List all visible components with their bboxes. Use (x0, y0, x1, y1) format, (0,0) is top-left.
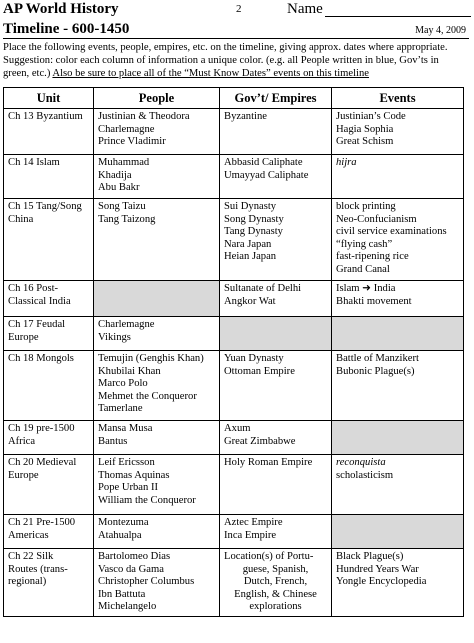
people-cell (94, 351, 220, 421)
instructions-line-1: Place the following events, people, empires, etc. on the timeline, giving approx. dates where appropriate. (3, 42, 448, 53)
events-cell (332, 109, 464, 155)
unit-cell (4, 455, 94, 515)
people-entry: Vasco da Gama (98, 563, 164, 575)
people-entry: Ibn Battuta (98, 588, 146, 600)
event-entry: reconquista (336, 457, 386, 468)
people-entry: Michelangelo (98, 601, 157, 613)
people-entry: Tamerlane (98, 403, 143, 415)
event-entry: Bhakti movement (336, 295, 412, 307)
govt-entry: Sultanate of Delhi (224, 283, 302, 294)
unit-cell (4, 351, 94, 421)
table-row (4, 109, 464, 155)
event-entry: Neo-Confucianism (336, 213, 417, 225)
table-row (4, 281, 464, 317)
event-entry: Hundred Years War (336, 563, 419, 575)
table-row (4, 515, 464, 549)
govts-cell (220, 155, 332, 199)
govt-entry: Nara Japan (224, 238, 272, 250)
event-entry: Black Plague(s) (336, 551, 404, 562)
table-row (4, 549, 464, 617)
event-entry: Great Schism (336, 136, 394, 148)
unit-cell (4, 199, 94, 281)
course-title: AP World History (3, 1, 119, 17)
table-row (4, 421, 464, 455)
unit-cell (4, 155, 94, 199)
event-entry: block printing (336, 201, 396, 212)
people-cell (94, 421, 220, 455)
unit-cell (4, 549, 94, 617)
people-entry: Charlemagne (98, 123, 155, 135)
people-cell (94, 109, 220, 155)
events-cell (332, 549, 464, 617)
unit-text: Ch 22 Silk (8, 551, 54, 562)
events-cell (332, 155, 464, 199)
event-entry: hijra (336, 157, 357, 168)
people-entry: Mansa Musa (98, 423, 153, 434)
govt-entry: Axum (224, 423, 251, 434)
people-entry: Charlemagne (98, 319, 155, 330)
govt-entry: Tang Dynasty (224, 226, 283, 238)
events-cell-shaded (332, 421, 464, 455)
govt-entry: Holy Roman Empire (224, 457, 313, 468)
people-entry: Khubilai Khan (98, 365, 161, 377)
event-entry: Islam ➜ India (336, 283, 396, 294)
event-entry: Hagia Sophia (336, 123, 394, 135)
people-entry: Christopher Columbus (98, 576, 195, 588)
column-header-unit: Unit (4, 88, 94, 109)
unit-text: Europe (8, 331, 39, 343)
govt-entry: Byzantine (224, 111, 267, 122)
govt-entry: Great Zimbabwe (224, 435, 296, 447)
people-entry: Prince Vladimir (98, 136, 166, 148)
people-entry: Muhammad (98, 157, 150, 168)
page-number: 2 (236, 3, 242, 15)
events-cell-shaded (332, 317, 464, 351)
people-entry: Vikings (98, 331, 131, 343)
govt-entry: Aztec Empire (224, 517, 283, 528)
table-row (4, 199, 464, 281)
govt-entry: Umayyad Caliphate (224, 169, 309, 181)
govts-cell (220, 199, 332, 281)
unit-text: Europe (8, 469, 39, 481)
event-entry: Bubonic Plague(s) (336, 365, 415, 377)
event-entry: civil service examinations (336, 226, 447, 238)
name-label: Name (287, 1, 323, 17)
govt-entry: Dutch, French, (243, 576, 308, 588)
header-second-row (3, 21, 469, 38)
people-cell-shaded (94, 281, 220, 317)
people-entry: Pope Urban II (98, 482, 159, 494)
table-row (4, 351, 464, 421)
govts-cell (220, 351, 332, 421)
unit-cell (4, 281, 94, 317)
instructions-line-3-prefix: green, etc.) (3, 68, 53, 80)
column-header-people: People (94, 88, 220, 109)
people-cell (94, 199, 220, 281)
timeline-table (3, 87, 464, 617)
instructions-line-2: Suggestion: color each column of information a unique color. (e.g. all People written in blue, Gov’ts in (3, 55, 439, 67)
govt-entry: English, & Chinese (234, 588, 317, 600)
people-entry: Mehmet the Conqueror (98, 390, 197, 402)
unit-text: Ch 13 Byzantium (8, 111, 83, 122)
govt-entry: Song Dynasty (224, 213, 284, 225)
govt-entry: Sui Dynasty (224, 201, 277, 212)
govts-cell (220, 549, 332, 617)
people-cell (94, 455, 220, 515)
table-header-row (4, 88, 464, 109)
unit-text: Routes (trans- (8, 563, 68, 575)
govt-entry: guese, Spanish, (242, 563, 309, 575)
event-entry: fast-ripening rice (336, 251, 409, 263)
unit-text: Ch 18 Mongols (8, 353, 74, 364)
unit-text: Americas (8, 529, 49, 541)
instructions (3, 41, 469, 81)
people-cell (94, 549, 220, 617)
unit-cell (4, 109, 94, 155)
govt-entry: explorations (249, 601, 302, 613)
people-entry: Bartolomeo Dias (98, 551, 171, 562)
people-entry: Song Taizu (98, 201, 146, 212)
unit-cell (4, 317, 94, 351)
unit-cell (4, 421, 94, 455)
event-entry: “flying cash” (336, 238, 393, 250)
people-entry: Atahualpa (98, 529, 142, 541)
unit-text: regional) (8, 576, 47, 588)
unit-text: Ch 20 Medieval (8, 457, 77, 468)
instructions-line-3 (3, 67, 469, 80)
unit-text: Ch 16 Post- (8, 283, 59, 294)
events-cell (332, 281, 464, 317)
events-cell (332, 351, 464, 421)
people-entry: Leif Ericsson (98, 457, 155, 468)
people-entry: Temujin (Genghis Khan) (98, 353, 204, 364)
unit-text: Ch 19 pre-1500 (8, 423, 75, 434)
unit-cell (4, 515, 94, 549)
unit-text: Africa (8, 435, 36, 447)
column-header-events: Events (332, 88, 464, 109)
name-blank-line (325, 16, 471, 17)
govt-entry: Location(s) of Portu- (224, 551, 314, 562)
unit-text: Ch 15 Tang/Song (8, 201, 82, 212)
column-header-govts: Gov’t/ Empires (220, 88, 332, 109)
govt-entry: Heian Japan (224, 251, 277, 263)
people-cell (94, 515, 220, 549)
govts-cell (220, 455, 332, 515)
people-entry: Abu Bakr (98, 182, 140, 194)
event-entry: Justinian’s Code (336, 111, 406, 122)
govt-entry: Inca Empire (224, 529, 277, 541)
govt-entry: Yuan Dynasty (224, 353, 284, 364)
govt-entry: Angkor Wat (224, 295, 276, 307)
events-cell-shaded (332, 515, 464, 549)
table-row (4, 455, 464, 515)
table-row (4, 155, 464, 199)
people-entry: Tang Taizong (98, 213, 156, 225)
people-entry: Bantus (98, 435, 128, 447)
document-date: May 4, 2009 (415, 25, 466, 36)
govts-cell (220, 421, 332, 455)
unit-text: Ch 14 Islam (8, 157, 60, 168)
unit-text: Classical India (8, 295, 71, 307)
govt-entry: Abbasid Caliphate (224, 157, 303, 168)
unit-text: Ch 17 Feudal (8, 319, 66, 330)
header-divider (3, 38, 469, 39)
govts-cell (220, 515, 332, 549)
unit-text: China (8, 213, 34, 225)
people-entry: William the Conqueror (98, 494, 196, 506)
events-cell (332, 199, 464, 281)
events-cell (332, 455, 464, 515)
people-entry: Khadija (98, 169, 132, 181)
people-entry: Montezuma (98, 517, 149, 528)
event-entry: scholasticism (336, 469, 394, 481)
event-entry: Grand Canal (336, 263, 390, 275)
people-entry: Justinian & Theodora (98, 111, 190, 122)
people-entry: Thomas Aquinas (98, 469, 170, 481)
event-entry: Yongle Encyclopedia (336, 576, 427, 588)
people-cell (94, 317, 220, 351)
event-entry: Battle of Manzikert (336, 353, 419, 364)
people-entry: Marco Polo (98, 378, 148, 390)
people-cell (94, 155, 220, 199)
document-subtitle: Timeline - 600-1450 (3, 21, 130, 37)
govts-cell (220, 109, 332, 155)
govts-cell (220, 281, 332, 317)
instructions-must-know-note: Also be sure to place all of the “Must Know Dates” events on this timeline (52, 68, 369, 80)
govts-cell-shaded (220, 317, 332, 351)
unit-text: Ch 21 Pre-1500 (8, 517, 76, 528)
table-row (4, 317, 464, 351)
govt-entry: Ottoman Empire (224, 365, 295, 377)
header-top-row (3, 1, 469, 18)
